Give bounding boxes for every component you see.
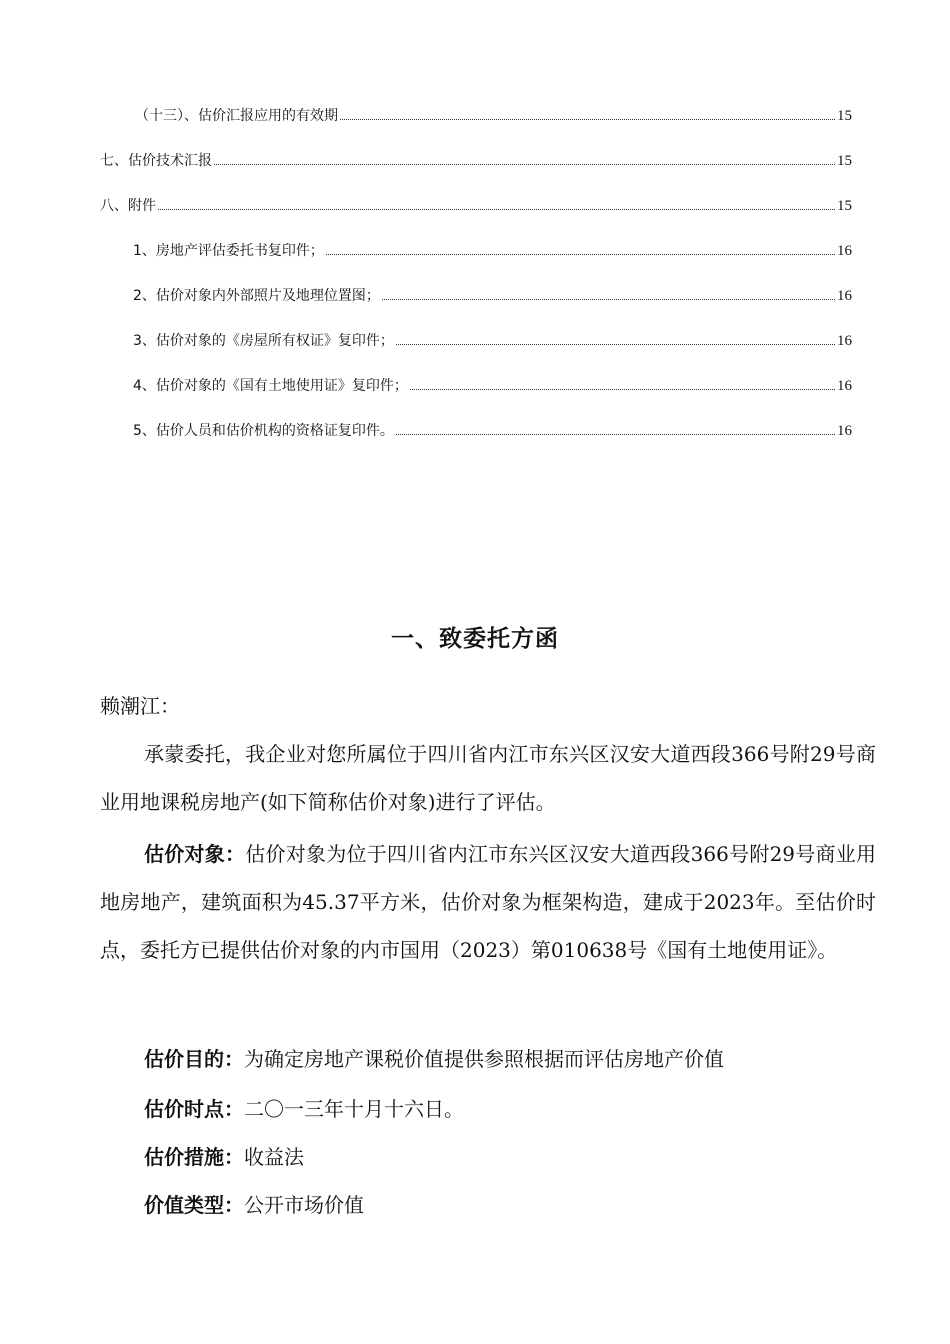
toc-dot-leader bbox=[340, 118, 835, 120]
value-type-label: 价值类型： bbox=[144, 1193, 244, 1217]
toc-page-number: 16 bbox=[837, 288, 852, 304]
object-paragraph bbox=[100, 830, 876, 974]
valuation-date-line bbox=[144, 1093, 464, 1122]
purpose-text: 为确定房地产课税价值提供参照根据而评估房地产价值 bbox=[244, 1047, 724, 1071]
table-of-contents bbox=[100, 100, 852, 460]
toc-page-number: 16 bbox=[837, 243, 852, 259]
method-line bbox=[144, 1141, 304, 1170]
method-text: 收益法 bbox=[244, 1145, 304, 1169]
intro-paragraph: 承蒙委托，我企业对您所属位于四川省内江市东兴区汉安大道西段366号附29号商业用地课税房地产(如下简称估价对象)进行了评估。 bbox=[100, 742, 876, 814]
toc-dot-leader bbox=[396, 433, 835, 435]
toc-dot-leader bbox=[410, 388, 835, 390]
toc-dot-leader bbox=[382, 298, 835, 300]
toc-entry[interactable] bbox=[100, 235, 852, 280]
toc-page-number: 16 bbox=[837, 423, 852, 439]
value-type-text: 公开市场价值 bbox=[244, 1193, 364, 1217]
toc-entry-text: 5、估价人员和估价机构的资格证复印件。 bbox=[133, 423, 394, 439]
toc-dot-leader bbox=[214, 163, 835, 165]
object-text: 估价对象为位于四川省内江市东兴区汉安大道西段366号附29号商业用地房地产，建筑面积为45.37平方米，估价对象为框架构造，建成于2023年。至估价时点，委托方已提供估价对象的内市国用（2023）第010638号《国有土地使用证》。 bbox=[100, 842, 877, 962]
purpose-line bbox=[144, 1043, 724, 1072]
valuation-date-text: 二〇一三年十月十六日。 bbox=[244, 1097, 464, 1121]
value-type-line bbox=[144, 1189, 364, 1218]
toc-entry[interactable] bbox=[100, 100, 852, 145]
toc-dot-leader bbox=[326, 253, 835, 255]
toc-entry[interactable] bbox=[100, 280, 852, 325]
salutation: 赖潮江： bbox=[100, 694, 180, 718]
toc-dot-leader bbox=[396, 343, 835, 345]
toc-entry[interactable] bbox=[100, 190, 852, 235]
toc-entry[interactable] bbox=[100, 145, 852, 190]
toc-entry[interactable] bbox=[100, 370, 852, 415]
toc-entry-text: 八、附件 bbox=[100, 198, 156, 214]
toc-page-number: 15 bbox=[837, 108, 852, 124]
toc-dot-leader bbox=[158, 208, 835, 210]
section-title: 一、致委托方函 bbox=[391, 626, 559, 652]
toc-page-number: 16 bbox=[837, 378, 852, 394]
toc-entry[interactable] bbox=[100, 415, 852, 460]
toc-page-number: 15 bbox=[837, 153, 852, 169]
method-label: 估价措施： bbox=[144, 1145, 244, 1169]
object-label: 估价对象： bbox=[144, 842, 246, 866]
valuation-date-label: 估价时点： bbox=[144, 1097, 244, 1121]
toc-page-number: 16 bbox=[837, 333, 852, 349]
toc-page-number: 15 bbox=[837, 198, 852, 214]
purpose-label: 估价目的： bbox=[144, 1047, 244, 1071]
toc-entry-text: 2、估价对象内外部照片及地理位置图； bbox=[133, 288, 380, 304]
toc-entry-text: 4、估价对象的《国有土地使用证》复印件； bbox=[133, 378, 408, 394]
toc-entry[interactable] bbox=[100, 325, 852, 370]
toc-entry-text: （十三）、估价汇报应用的有效期 bbox=[135, 108, 338, 124]
toc-entry-text: 3、估价对象的《房屋所有权证》复印件； bbox=[133, 333, 394, 349]
toc-entry-text: 1、房地产评估委托书复印件； bbox=[133, 243, 324, 259]
toc-entry-text: 七、估价技术汇报 bbox=[100, 153, 212, 169]
